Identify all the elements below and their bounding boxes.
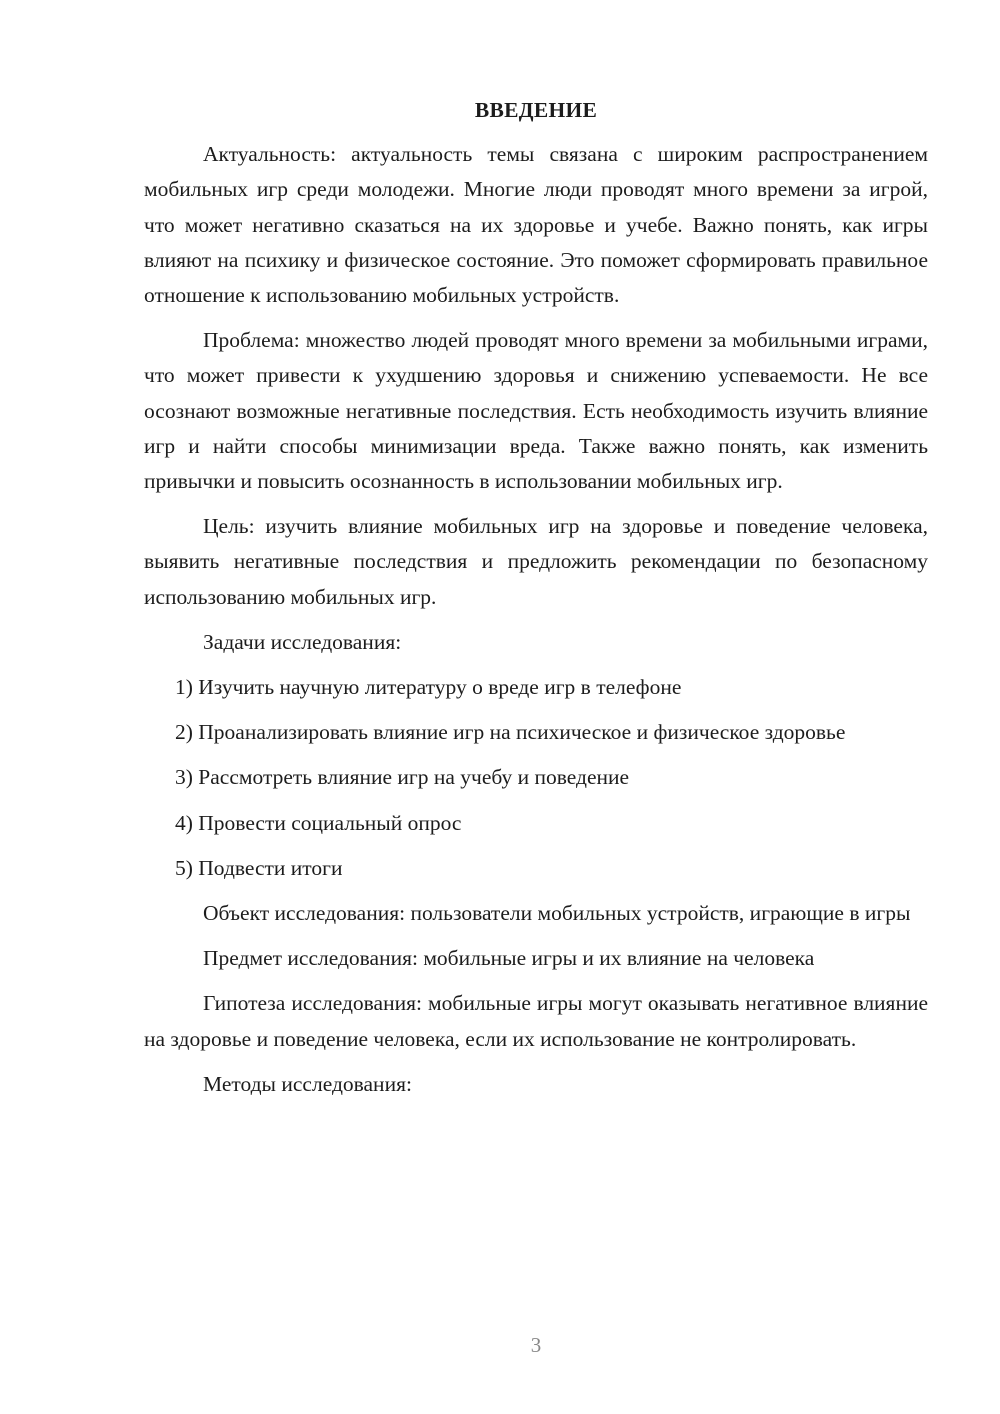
paragraph-subject: Предмет исследования: мобильные игры и их влияние на человека xyxy=(203,946,815,971)
task-item-4: 4) Провести социальный опрос xyxy=(175,810,462,835)
paragraph-hypothesis: Гипотеза исследования: мобильные игры могут оказывать негативное влияние на здоровье и поведение человека, если их использование не контролировать. xyxy=(144,991,928,1051)
paragraph-goal: Цель: изучить влияние мобильных игр на здоровье и поведение человека, выявить негативные последствия и предложить рекомендации по безопасному использованию мобильных игр. xyxy=(144,514,928,609)
task-item-3: 3) Рассмотреть влияние игр на учебу и поведение xyxy=(175,765,630,790)
paragraph-object: Объект исследования: пользователи мобильных устройств, играющие в игры xyxy=(203,901,911,926)
methods-heading: Методы исследования: xyxy=(203,1071,412,1096)
paragraph-relevance: Актуальность: актуальность темы связана с широким распространением мобильных игр среди молодежи. Многие люди проводят много времени за игрой, что может негативно сказаться на их здоровье и учебе. Важно понять, как игры влияют на психику и физическое состояние. Это поможет сформировать правильное отношение к использованию мобильных устройств. xyxy=(144,142,928,308)
task-item-5: 5) Подвести итоги xyxy=(175,855,343,880)
section-title: ВВЕДЕНИЕ xyxy=(474,98,598,122)
page-content xyxy=(144,93,928,1112)
task-item-2: 2) Проанализировать влияние игр на психическое и физическое здоровье xyxy=(175,720,846,745)
paragraph-problem: Проблема: множество людей проводят много времени за мобильными играми, что может привести к ухудшению здоровья и снижению успеваемости. Не все осознают возможные негативные последствия. Есть необходимость изучить влияние игр и найти способы минимизации вреда. Также важно понять, как изменить привычки и повысить осознанность в использовании мобильных игр. xyxy=(144,328,928,494)
task-item-1: 1) Изучить научную литературу о вреде игр в телефоне xyxy=(175,675,682,700)
page-number: 3 xyxy=(530,1333,542,1357)
tasks-heading: Задачи исследования: xyxy=(203,629,402,654)
